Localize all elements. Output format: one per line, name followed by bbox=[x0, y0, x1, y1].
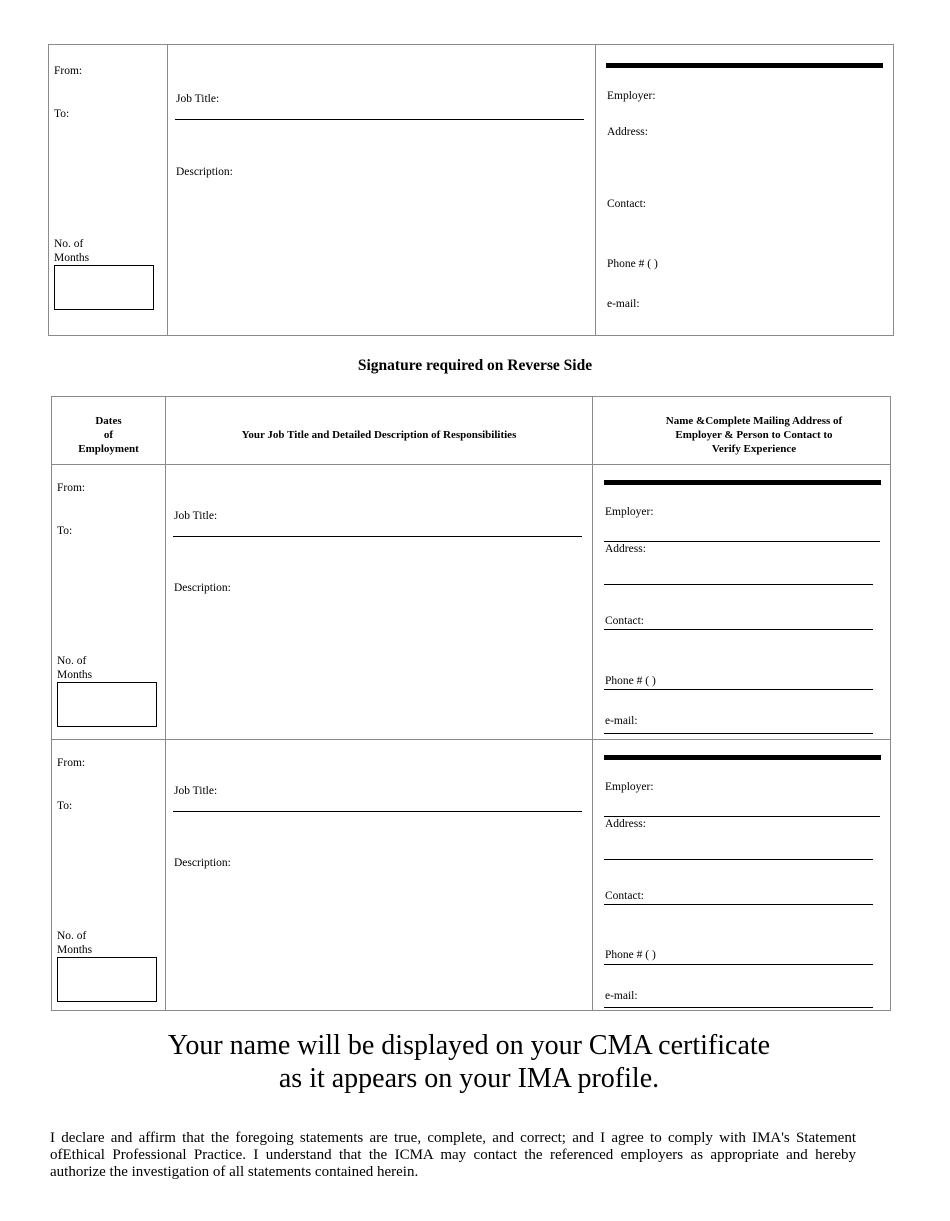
header-employer-line1: Name &Complete Mailing Address of bbox=[665, 415, 843, 427]
to-label: To: bbox=[54, 108, 70, 120]
row2-email-line[interactable] bbox=[604, 1007, 873, 1008]
row2-description-label: Description: bbox=[174, 857, 231, 869]
row2-email-label: e-mail: bbox=[605, 990, 638, 1002]
row2-to-label: To: bbox=[57, 800, 73, 812]
row1-to-label: To: bbox=[57, 525, 73, 537]
row1-address-line[interactable] bbox=[604, 584, 873, 585]
row2-no-of-label: No. of bbox=[57, 930, 87, 942]
job-title-line[interactable] bbox=[175, 119, 584, 120]
row2-months-label: Months bbox=[57, 944, 93, 956]
row1-contact-line[interactable] bbox=[604, 629, 873, 630]
certificate-notice-line1: Your name will be displayed on your CMA certificate bbox=[167, 1030, 771, 1061]
row2-employer-label: Employer: bbox=[605, 781, 654, 793]
header-employer-line3: Verify Experience bbox=[711, 443, 797, 455]
row2-contact-line[interactable] bbox=[604, 904, 873, 905]
redaction-bar bbox=[606, 63, 883, 68]
row2-address-label: Address: bbox=[605, 818, 646, 830]
address-label: Address: bbox=[607, 126, 648, 138]
header-employer-line2: Employer & Person to Contact to bbox=[675, 429, 833, 441]
table-divider-1 bbox=[165, 396, 166, 1011]
table-divider-2 bbox=[592, 396, 593, 1011]
row1-from-label: From: bbox=[57, 482, 86, 494]
phone-label: Phone # ( ) bbox=[607, 258, 658, 270]
contact-label: Contact: bbox=[607, 198, 646, 210]
row2-phone-line[interactable] bbox=[604, 964, 873, 965]
row2-job-title-label: Job Title: bbox=[174, 785, 218, 797]
row1-employer-label: Employer: bbox=[605, 506, 654, 518]
row2-redaction-bar bbox=[604, 755, 881, 760]
description-label: Description: bbox=[176, 166, 233, 178]
row1-contact-label: Contact: bbox=[605, 615, 644, 627]
row-divider bbox=[51, 739, 891, 740]
months-label: Months bbox=[54, 252, 90, 264]
row1-email-label: e-mail: bbox=[605, 715, 638, 727]
row1-job-title-line[interactable] bbox=[173, 536, 582, 537]
employment-table bbox=[51, 396, 891, 1011]
row1-phone-label: Phone # ( ) bbox=[605, 675, 656, 687]
header-employer bbox=[593, 414, 915, 456]
row2-months-input-box[interactable] bbox=[57, 957, 157, 1002]
job-title-label: Job Title: bbox=[176, 93, 220, 105]
header-dates bbox=[52, 414, 165, 456]
header-dates-line3: Employment bbox=[78, 443, 139, 455]
months-input-box[interactable] bbox=[54, 265, 154, 310]
row2-job-title-line[interactable] bbox=[173, 811, 582, 812]
row2-address-line[interactable] bbox=[604, 859, 873, 860]
signature-note: Signature required on Reverse Side bbox=[357, 357, 593, 374]
row1-months-label: Months bbox=[57, 669, 93, 681]
employer-label: Employer: bbox=[607, 90, 656, 102]
email-label: e-mail: bbox=[607, 298, 640, 310]
certificate-notice-line2: as it appears on your IMA profile. bbox=[278, 1063, 660, 1094]
row1-months-input-box[interactable] bbox=[57, 682, 157, 727]
header-dates-line2: of bbox=[103, 429, 114, 441]
header-row-divider bbox=[51, 464, 891, 465]
declaration-text: I declare and affirm that the foregoing statements are true, complete, and correct; and I agree to comply with IMA's Statement ofEthical Professional Practice. I understand that the ICMA may contact the referenced employers as appropriate and hereby authorize the investigation of all statements contained herein. bbox=[50, 1130, 856, 1180]
top-divider-1 bbox=[167, 44, 168, 336]
row1-description-label: Description: bbox=[174, 582, 231, 594]
row2-contact-label: Contact: bbox=[605, 890, 644, 902]
row1-job-title-label: Job Title: bbox=[174, 510, 218, 522]
no-of-label: No. of bbox=[54, 238, 84, 250]
header-dates-line1: Dates bbox=[95, 415, 122, 427]
row1-address-label: Address: bbox=[605, 543, 646, 555]
header-job: Your Job Title and Detailed Description of Responsibilities bbox=[241, 429, 517, 441]
from-label: From: bbox=[54, 65, 83, 77]
top-divider-2 bbox=[595, 44, 596, 336]
row1-redaction-bar bbox=[604, 480, 881, 485]
row2-phone-label: Phone # ( ) bbox=[605, 949, 656, 961]
row2-from-label: From: bbox=[57, 757, 86, 769]
top-employment-block bbox=[48, 44, 894, 336]
row1-phone-line[interactable] bbox=[604, 689, 873, 690]
row1-email-line[interactable] bbox=[604, 733, 873, 734]
row1-no-of-label: No. of bbox=[57, 655, 87, 667]
